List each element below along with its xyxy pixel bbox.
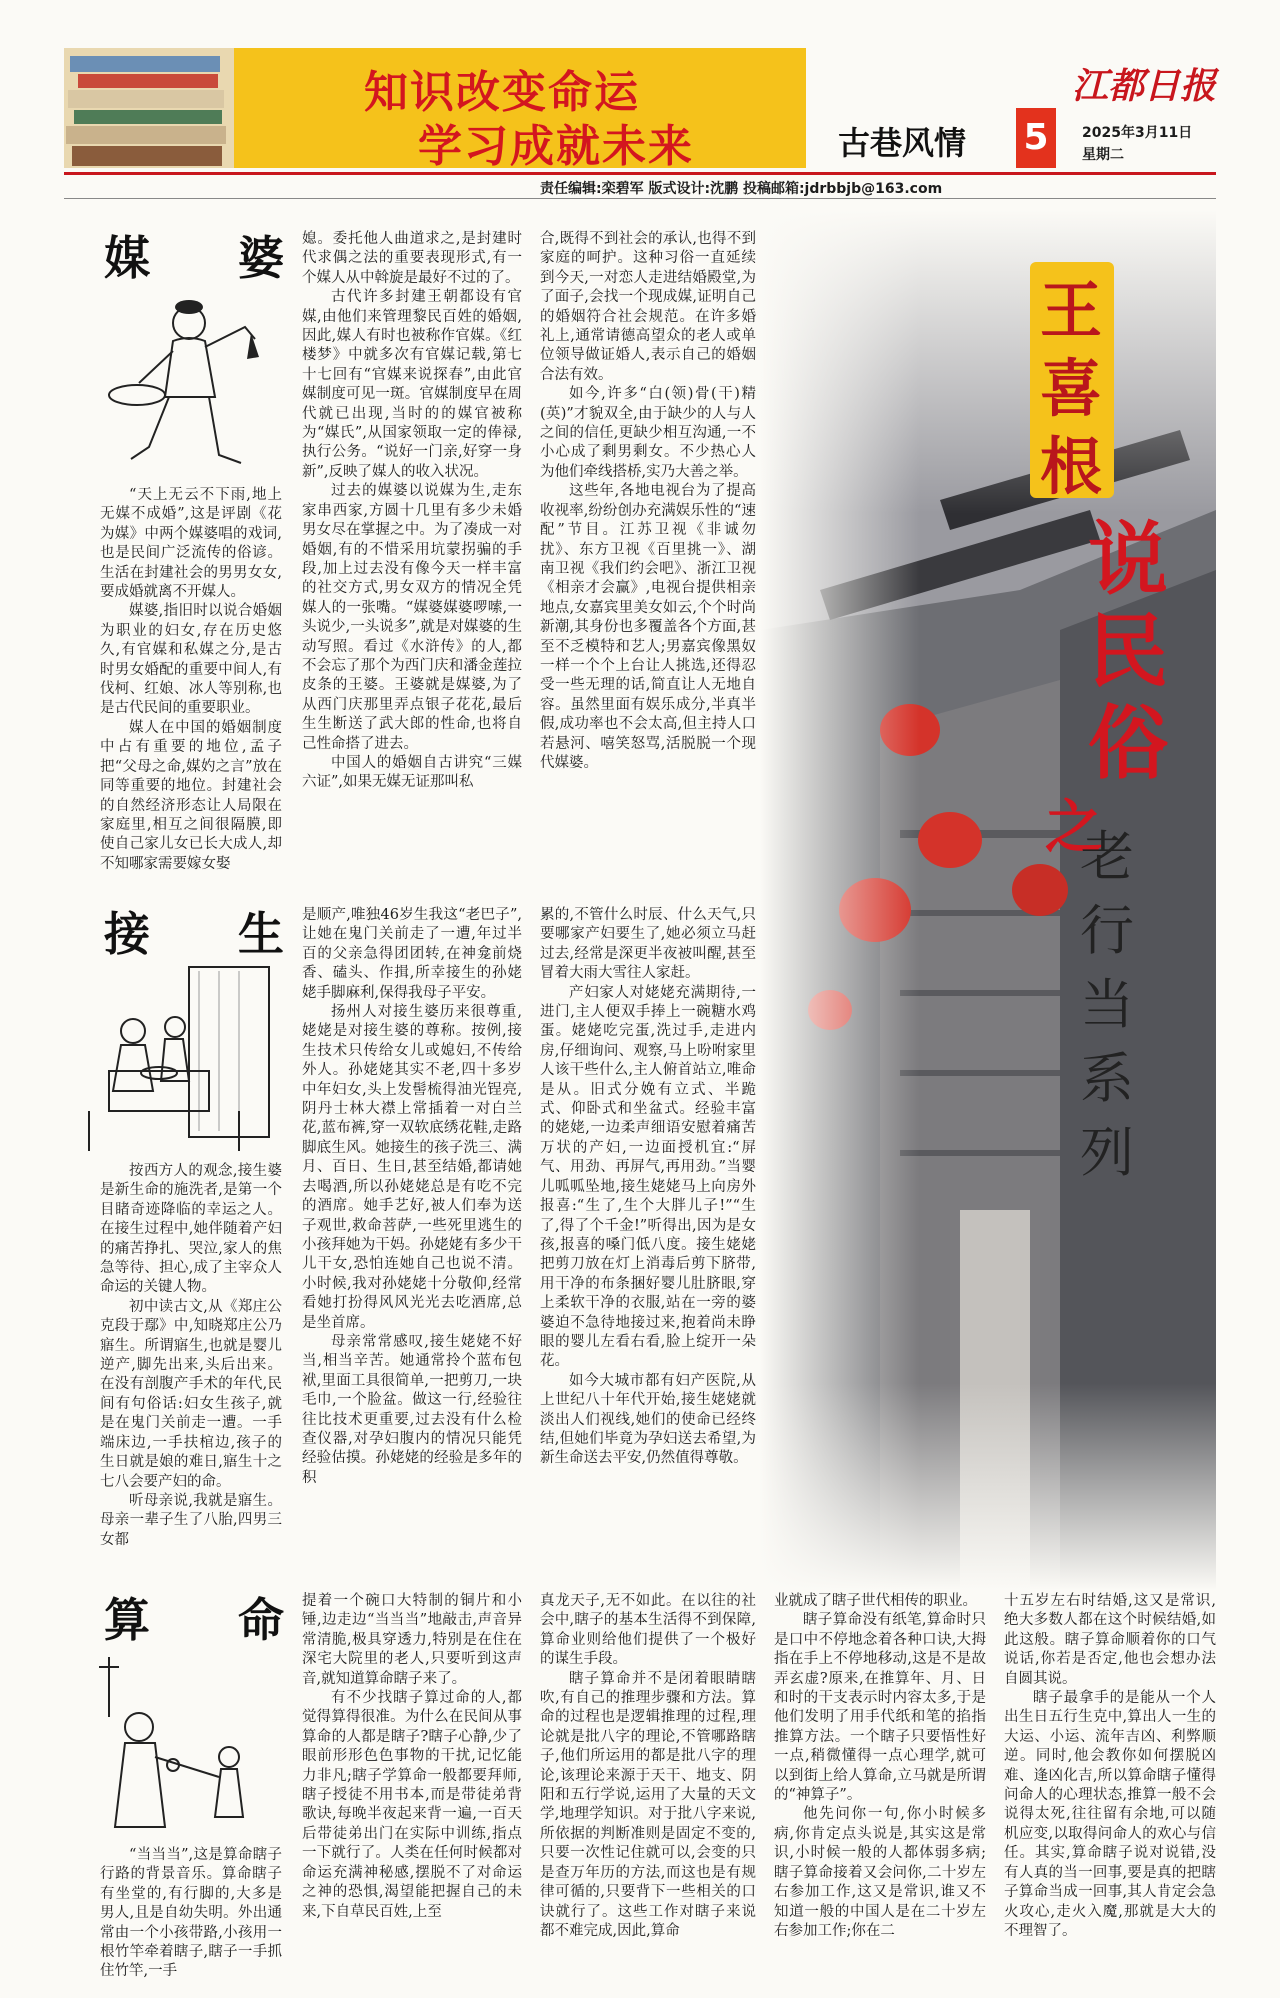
paragraph: 瞎子算命没有纸笔,算命时只是口中不停地念着各种口诀,大拇指在手上不停地移动,这是不是故弄玄虚?原来,在推算年、月、日和时的干支表示时内容太多,于是他们发明了用手代纸和笔的掐指推算方法。一个瞎子只要悟性好一点,稍微懂得一点心理学,就可以到街上给人算命,立马就是所谓的“神算子”。	[774, 1612, 986, 1804]
paragraph: 古代许多封建王朝都设有官媒,由他们来管理黎民百姓的婚姻,因此,媒人有时也被称作官媒。《红楼梦》中就多次有官媒记载,第七十七回有“官媒来说探春”,由此官媒制度可见一斑。官媒制度早在周代就已出现,当时的的媒官被称为“媒氏”,从国家领取一定的俸禄,执行公务。“说好一门亲,好穿一身新”,反映了媒人的收入状况。	[302, 289, 522, 480]
feature-subtitle-char: 系	[1080, 1047, 1134, 1110]
paragraph: 十五岁左右时结婚,这又是常识,绝大多数人都在这个时候结婚,如此这般。瞎子算命顺着你的口气说话,你若是否定,他也会想办法自圆其说。	[1004, 1593, 1216, 1687]
editor-credits: 责任编辑:栾碧军 版式设计:沈鹏 投稿邮箱:jdrbbjb@163.com	[540, 181, 943, 197]
feature-title-char: 说	[1088, 513, 1168, 606]
paragraph: 母亲常常感叹,接生姥姥不好当,相当辛苦。她通常拎个蓝布包袱,里面工具很简单,一把剪刀,一块毛巾,一个脸盆。做这一行,经验往往比技术更重要,过去没有什么检查仪器,对孕妇腹内的情况只能凭经验估摸。孙姥姥的经验是多年的积	[302, 1333, 522, 1486]
feature-subtitle-char: 当	[1080, 973, 1134, 1036]
paragraph: 有不少找瞎子算过命的人,都觉得算得很准。为什么在民间从事算命的人都是瞎子?瞎子心静,少了眼前形形色色事物的干扰,记忆能力非凡;瞎子学算命一般都要拜师,瞎子授徒不用书本,而是带徒弟背歌诀,每晚半夜起来背一遍,一百天后带徒弟出门在实际中训练,指点一下就行了。人类在任何时候都对命运充满神秘感,摆脱不了对命运之神的恐惧,渴望能把握自己的未来,下自草民百姓,上至	[302, 1690, 522, 1920]
paragraph: 按西方人的观念,接生婆是新生命的施洗者,是第一个目睹奇迹降临的幸运之人。在接生过程中,她伴随着产妇的痛苦挣扎、哭泣,家人的焦急等待、担心,成了主宰众人命运的关键人物。	[100, 1163, 282, 1296]
feature-subtitle	[1070, 820, 1144, 1190]
feature-title-char: 俗	[1088, 697, 1168, 790]
matchmaker-illustration	[68, 286, 280, 484]
alley-photo	[760, 210, 1216, 1590]
paragraph: “天上无云不下雨,地上无媒不成婚”,这是评剧《花为媒》中两个媒婆唱的戏词,也是民间广泛流传的俗谚。生活在封建社会的男男女女,要成婚就离不开媒人。	[100, 487, 282, 601]
credits-rule	[64, 198, 1216, 199]
paragraph: 扬州人对接生婆历来很尊重,姥姥是对接生婆的尊称。按例,接生技术只传给女儿或媳妇,不传给外人。孙姥姥其实不老,四十多岁中年妇女,头上发髻梳得油光锃亮,阴丹士林大襟上常插着一对白兰花,蓝布裤,穿一双软底绣花鞋,走路脚底生风。她接生的孩子洗三、满月、百日、生日,甚至结婚,都请她去喝酒,所以孙姥姥总是有吃不完的酒席。她手艺好,被人们奉为送子观世,救命菩萨,一些死里逃生的小孩拜她为干妈。孙姥姥有多少干儿干女,恐怕连她自己也说不清。小时候,我对孙姥姥十分敬仰,经常看她打扮得风风光光去吃酒席,总是坐首席。	[302, 1004, 522, 1331]
article-column	[540, 1592, 756, 1941]
paragraph: 是顺产,唯独46岁生我这“老巴子”,让她在鬼门关前走了一遭,年过半百的父亲急得团团转,在神龛前烧香、磕头、作揖,所幸接生的孙姥姥手脚麻利,保得我母子平安。	[302, 907, 522, 1001]
feature-title-char: 民	[1088, 605, 1168, 698]
author-name	[1034, 272, 1108, 506]
paragraph: 如今,许多“白(领)骨(干)精(英)”才貌双全,由于缺少的人与人之间的信任,更缺少相互沟通,一不小心成了剩男剩女。不少热心人为他们牵线搭桥,实乃大善之举。	[540, 386, 756, 480]
article-column	[302, 230, 522, 793]
paragraph: 媒人在中国的婚姻制度中占有重要的地位,孟子把“父母之命,媒妁之言”放在同等重要的地位。封建社会的自然经济形态让人局限在家庭里,相互之间很隔膜,即使自己家儿女已长大成人,却不知哪家需要嫁女娶	[100, 719, 282, 872]
article-column	[540, 906, 756, 1469]
article-column	[100, 1162, 282, 1550]
page-number: 5	[1016, 108, 1056, 168]
article-title-jiesheng: 接 生	[104, 907, 321, 961]
author-name-char: 根	[1039, 430, 1102, 503]
midwife-illustration	[68, 960, 280, 1158]
article-title-meipo: 媒 婆	[104, 231, 321, 285]
author-name-char: 喜	[1039, 352, 1102, 425]
paragraph: 累的,不管什么时辰、什么天气,只要哪家产妇要生了,她必须立马赶过去,经常是深更半夜被叫醒,甚至冒着大雨大雪往人家赶。	[540, 907, 756, 982]
paragraph: 产妇家人对姥姥充满期待,一进门,主人便双手捧上一碗糖水鸡蛋。姥姥吃完蛋,洗过手,走进内房,仔细询问、观察,马上吩咐家里人该干些什么,主人俯首站立,唯命是从。旧式分娩有立式、半跪式、仰卧式和坐盆式。经验丰富的姥姥,一边柔声细语安慰着痛苦万状的产妇,一边面授机宜:“屏气、用劲、再屏气,再用劲。”当婴儿呱呱坠地,接生姥姥马上向房外报喜:“生了,生个大胖儿子!”“生了,得了个千金!”听得出,因为是女孩,报喜的嗓门低八度。接生姥姥把剪刀放在灯上消毒后剪下脐带,用干净的布条捆好婴儿肚脐眼,穿上柔软干净的衣服,站在一旁的婆婆迫不急待地接过来,抱着尚未睁眼的婴儿左看右看,脸上绽开一朵花。	[540, 984, 756, 1370]
paragraph: “当当当”,这是算命瞎子行路的背景音乐。算命瞎子有坐堂的,有行脚的,大多是男人,且是自幼失明。外出通常由一个小孩带路,小孩用一根竹竿牵着瞎子,瞎子一手抓住竹竿,一手	[100, 1847, 282, 1980]
article-title-suanming: 算 命	[104, 1593, 321, 1647]
slogan-line2: 学习成就未来	[418, 121, 694, 168]
paragraph: 媳。委托他人曲道求之,是封建时代求偶之法的重要表现形式,有一个媒人从中斡旋是最好不过的了。	[302, 231, 522, 286]
paragraph: 听母亲说,我就是寤生。母亲一辈子生了八胎,四男三女都	[100, 1492, 282, 1548]
paragraph: 过去的媒婆以说媒为生,走东家串西家,方圆十几里有多少未婚男女尽在掌握之中。为了凑成一对婚姻,有的不惜采用坑蒙拐骗的手段,加上过去没有像今天一样丰富的社交方式,男女双方的情况全凭媒人的一张嘴。“媒婆媒婆啰嗦,一头说少,一头说多”,就是对媒婆的生动写照。看过《水浒传》的人,都不会忘了那个为西门庆和潘金莲拉皮条的王婆。王婆就是媒婆,为了从西门庆那里弄点银子花花,最后生生断送了武大郎的性命,也将自己性命搭了进去。	[302, 483, 522, 752]
paragraph: 媒婆,指旧时以说合婚姻为职业的妇女,存在历史悠久,有官媒和私媒之分,是古时男女婚配的重要中间人,有伐柯、红娘、冰人等别称,也是古代民间的重要职业。	[100, 603, 282, 717]
paragraph: 合,既得不到社会的承认,也得不到家庭的呵护。这种习俗一直延续到今天,一对恋人走进结婚殿堂,为了面子,会找一个现成媒,证明自己的婚姻符合社会规范。在许多婚礼上,通常请德高望众的老人或单位领导做证婚人,表示自己的婚姻合法有效。	[540, 231, 756, 383]
article-column	[100, 486, 282, 874]
article-column	[302, 906, 522, 1488]
issue-weekday: 星期二	[1082, 147, 1124, 163]
article-column	[540, 230, 756, 773]
article-column	[774, 1592, 986, 1941]
issue-date: 2025年3月11日	[1082, 125, 1193, 141]
author-name-char: 王	[1039, 274, 1102, 347]
slogan-line1: 知识改变命运	[364, 67, 640, 118]
header-banner	[64, 48, 806, 168]
paragraph: 瞎子最拿手的是能从一个人出生日五行生克中,算出人一生的大运、小运、流年吉凶、利弊顺逆。同时,他会教你如何摆脱凶难、逢凶化吉,所以算命瞎子懂得问命人的心理状态,推算一般不会说得太死,往往留有余地,可以随机应变,以取得问命人的欢心与信任。其实,算命瞎子说对说错,没有人真的当一回事,要是真的把瞎子算命当成一回事,其人肯定会急火攻心,走火入魔,那就是大大的不理智了。	[1004, 1690, 1216, 1939]
paragraph: 如今大城市都有妇产医院,从上世纪八十年代开始,接生姥姥就淡出人们视线,她们的使命已经终结,但她们毕竟为孕妇送去希望,为新生命送去平安,仍然值得尊敬。	[540, 1372, 756, 1467]
header-rule	[64, 172, 1216, 175]
fortune-teller-illustration	[68, 1646, 280, 1844]
paragraph: 中国人的婚姻自古讲究“三媒六证”,如果无媒无证那叫私	[302, 754, 522, 791]
article-column	[100, 1846, 282, 1982]
feature-subtitle-char: 行	[1080, 899, 1134, 962]
article-column	[1004, 1592, 1216, 1941]
paragraph: 这些年,各地电视台为了提高收视率,纷纷创办充满娱乐性的“速配”节目。江苏卫视《非诚勿扰》、东方卫视《百里挑一》、湖南卫视《我们约会吧》、浙江卫视《相亲才会赢》,电视台提供相亲地点,女嘉宾里美女如云,个个时尚新潮,其身份也多覆盖各个方面,甚至不乏模特和艺人;男嘉宾像黑奴一样一个个上台让人挑选,还得忍受一些无理的话,简直让人无地自容。虽然里面有娱乐成分,半真半假,成功率也不会太高,但主持人口若悬河、嘻笑怒骂,活脱脱一个现代媒婆。	[540, 483, 756, 771]
paragraph: 他先问你一句,你小时候多病,你肯定点头说是,其实这是常识,小时候一般的人都体弱多病;瞎子算命接着又会问你,二十岁左右参加工作,这又是常识,谁又不知道一般的中国人是在二十岁左右参加工作;你在二	[774, 1806, 986, 1939]
feature-subtitle-char: 老	[1080, 825, 1134, 888]
paragraph: 业就成了瞎子世代相传的职业。	[774, 1593, 977, 1609]
section-name: 古巷风情	[838, 124, 967, 162]
paragraph: 初中读古文,从《郑庄公克段于鄢》中,知晓郑庄公乃寤生。所谓寤生,也就是婴儿逆产,脚先出来,头后出来。在没有剖腹产手术的年代,民间有句俗话:妇女生孩子,就是在鬼门关前走一遭。一手端床边,一手扶棺边,孩子的生日就是娘的难日,寤生十之七八会要产妇的命。	[100, 1298, 282, 1490]
paper-name-logo: 江都日报	[1072, 65, 1217, 107]
paragraph: 瞎子算命并不是闭着眼睛瞎吹,有自己的推理步骤和方法。算命的过程也是逻辑推理的过程,理论就是批八字的理论,不管哪路瞎子,他们所运用的都是批八字的理论,该理论来源于天干、地支、阴阳和五行学说,运用了大量的天文学,地理学知识。对于批八字来说,所依据的判断准则是固定不变的,只要一次性记住就可以,会变的只是查万年历的方法,而这也是有规律可循的,只要背下一些相关的口诀就行了。这些工作对瞎子来说都不难完成,因此,算命	[540, 1670, 756, 1939]
books-illustration	[64, 48, 234, 168]
paragraph: 真龙天子,无不如此。在以往的社会中,瞎子的基本生活得不到保障,算命业则给他们提供了一个极好的谋生手段。	[540, 1593, 756, 1668]
paragraph: 提着一个碗口大特制的铜片和小锤,边走边“当当当”地敲击,声音异常清脆,极具穿透力,特别是在住在深宅大院里的老人,只要听到这声音,就知道算命瞎子来了。	[302, 1593, 522, 1687]
feature-title-zhi: 之	[1044, 793, 1103, 861]
article-column	[302, 1592, 522, 1922]
feature-title	[1078, 514, 1178, 790]
feature-subtitle-char: 列	[1080, 1121, 1134, 1184]
